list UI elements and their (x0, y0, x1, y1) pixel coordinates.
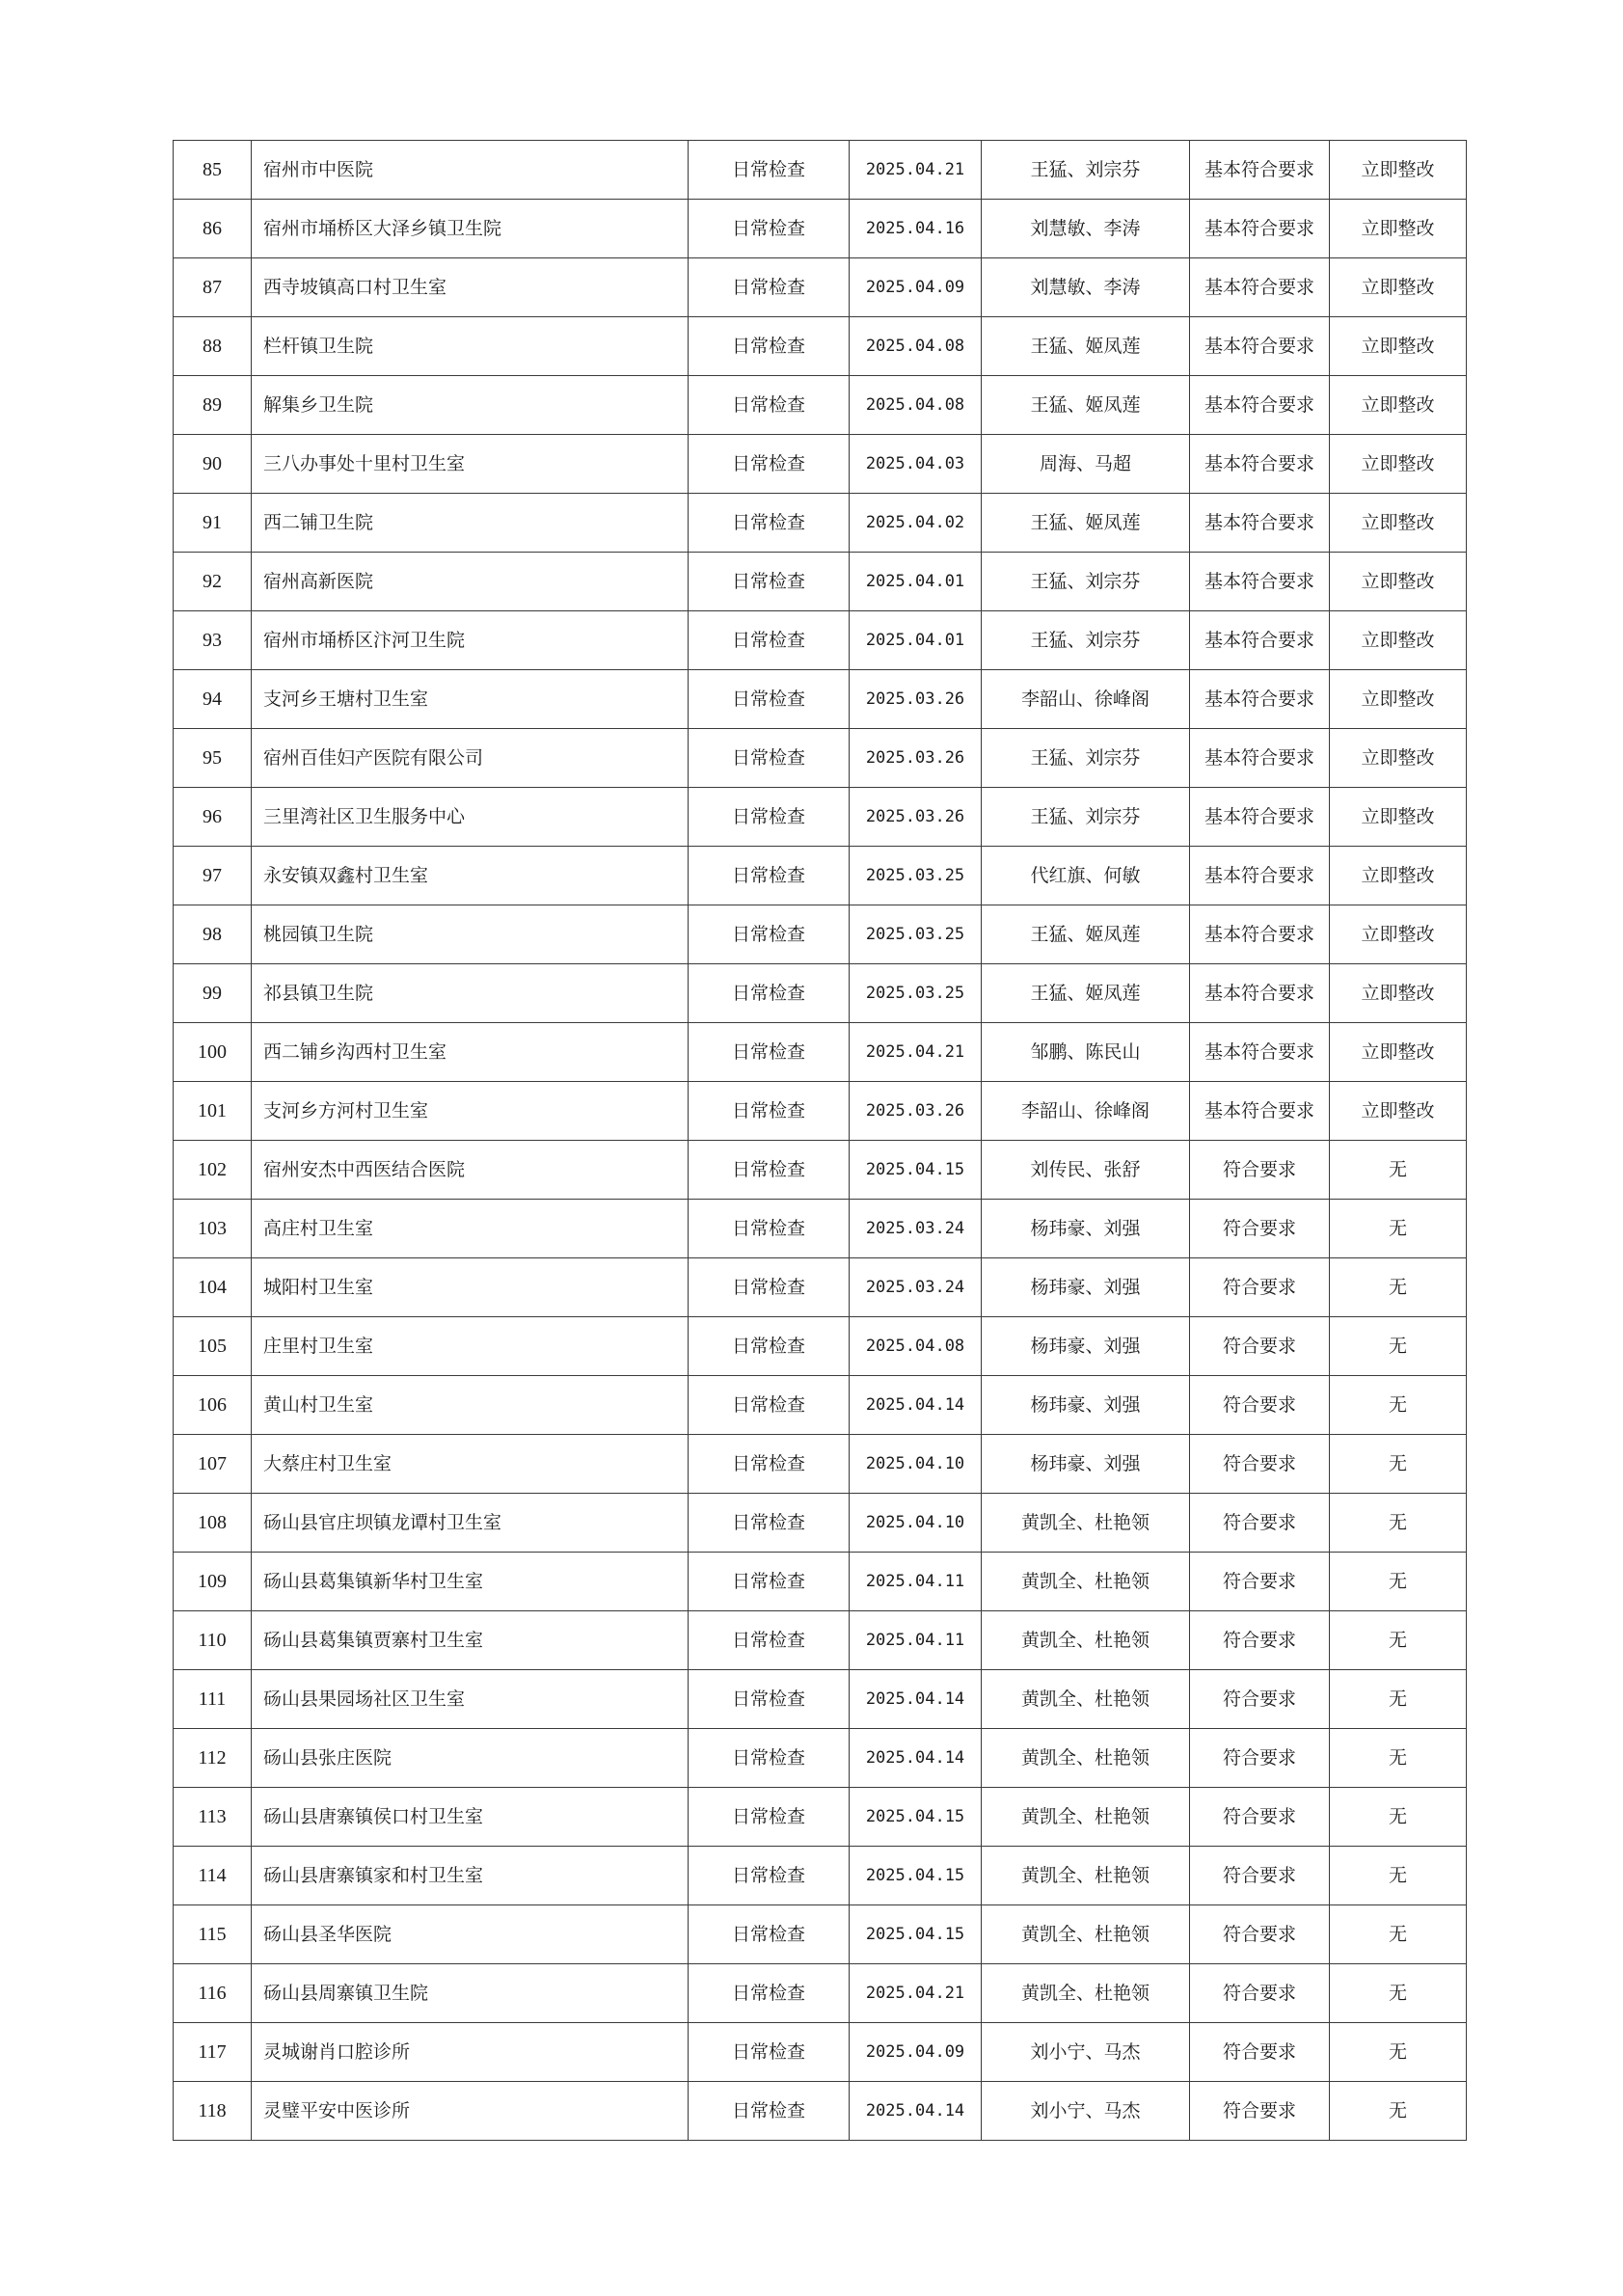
row-number-cell: 116 (174, 1964, 252, 2023)
inspection-result-cell: 符合要求 (1190, 1435, 1330, 1494)
inspection-result-cell: 基本符合要求 (1190, 1082, 1330, 1141)
inspection-type-cell: 日常检查 (689, 847, 850, 905)
handling-action-cell: 立即整改 (1330, 1023, 1467, 1082)
row-number-cell: 87 (174, 258, 252, 317)
inspection-date-cell: 2025.04.08 (850, 317, 982, 376)
row-number-cell: 117 (174, 2023, 252, 2082)
inspectors-cell: 王猛、刘宗芬 (982, 611, 1190, 670)
handling-action-cell: 立即整改 (1330, 1082, 1467, 1141)
handling-action-cell: 立即整改 (1330, 376, 1467, 435)
inspected-unit-cell: 砀山县葛集镇贾寨村卫生室 (252, 1611, 689, 1670)
inspection-type-cell: 日常检查 (689, 141, 850, 200)
row-number-cell: 111 (174, 1670, 252, 1729)
inspection-date-cell: 2025.04.14 (850, 1729, 982, 1788)
inspection-date-cell: 2025.04.15 (850, 1847, 982, 1905)
inspection-date-cell: 2025.04.03 (850, 435, 982, 494)
inspected-unit-cell: 砀山县唐寨镇侯口村卫生室 (252, 1788, 689, 1847)
inspected-unit-cell: 砀山县圣华医院 (252, 1905, 689, 1964)
handling-action-cell: 无 (1330, 1670, 1467, 1729)
row-number-cell: 91 (174, 494, 252, 553)
row-number-cell: 113 (174, 1788, 252, 1847)
inspection-type-cell: 日常检查 (689, 670, 850, 729)
inspection-type-cell: 日常检查 (689, 1376, 850, 1435)
inspection-result-cell: 基本符合要求 (1190, 788, 1330, 847)
inspection-result-cell: 基本符合要求 (1190, 670, 1330, 729)
row-number-cell: 98 (174, 905, 252, 964)
inspected-unit-cell: 庄里村卫生室 (252, 1317, 689, 1376)
inspection-type-cell: 日常检查 (689, 1435, 850, 1494)
inspection-type-cell: 日常检查 (689, 1494, 850, 1553)
inspectors-cell: 王猛、刘宗芬 (982, 788, 1190, 847)
handling-action-cell: 立即整改 (1330, 847, 1467, 905)
inspectors-cell: 黄凯全、杜艳领 (982, 1729, 1190, 1788)
table-row (174, 1788, 1467, 1847)
handling-action-cell: 无 (1330, 1905, 1467, 1964)
handling-action-cell: 无 (1330, 1788, 1467, 1847)
handling-action-cell: 立即整改 (1330, 435, 1467, 494)
inspection-date-cell: 2025.03.26 (850, 788, 982, 847)
handling-action-cell: 立即整改 (1330, 317, 1467, 376)
handling-action-cell: 无 (1330, 2023, 1467, 2082)
inspectors-cell: 王猛、姬凤莲 (982, 964, 1190, 1023)
table-row (174, 1082, 1467, 1141)
inspection-type-cell: 日常检查 (689, 1082, 850, 1141)
row-number-cell: 110 (174, 1611, 252, 1670)
handling-action-cell: 立即整改 (1330, 964, 1467, 1023)
row-number-cell: 112 (174, 1729, 252, 1788)
table-row (174, 1553, 1467, 1611)
handling-action-cell: 无 (1330, 1200, 1467, 1258)
handling-action-cell: 立即整改 (1330, 553, 1467, 611)
table-row (174, 1023, 1467, 1082)
table-row (174, 1964, 1467, 2023)
inspection-date-cell: 2025.04.09 (850, 2023, 982, 2082)
handling-action-cell: 无 (1330, 1553, 1467, 1611)
inspected-unit-cell: 高庄村卫生室 (252, 1200, 689, 1258)
inspection-result-cell: 符合要求 (1190, 1905, 1330, 1964)
inspected-unit-cell: 砀山县唐寨镇家和村卫生室 (252, 1847, 689, 1905)
inspectors-cell: 王猛、姬凤莲 (982, 494, 1190, 553)
table-row (174, 729, 1467, 788)
handling-action-cell: 无 (1330, 1964, 1467, 2023)
inspection-date-cell: 2025.04.01 (850, 611, 982, 670)
handling-action-cell: 无 (1330, 1611, 1467, 1670)
inspection-type-cell: 日常检查 (689, 1611, 850, 1670)
inspection-date-cell: 2025.04.11 (850, 1611, 982, 1670)
handling-action-cell: 无 (1330, 1847, 1467, 1905)
inspection-date-cell: 2025.04.08 (850, 376, 982, 435)
handling-action-cell: 无 (1330, 1729, 1467, 1788)
table-row (174, 1376, 1467, 1435)
inspected-unit-cell: 宿州百佳妇产医院有限公司 (252, 729, 689, 788)
table-row (174, 1611, 1467, 1670)
inspectors-cell: 刘小宁、马杰 (982, 2023, 1190, 2082)
inspection-type-cell: 日常检查 (689, 1847, 850, 1905)
inspected-unit-cell: 宿州高新医院 (252, 553, 689, 611)
row-number-cell: 118 (174, 2082, 252, 2141)
table-row (174, 1141, 1467, 1200)
inspection-result-cell: 符合要求 (1190, 2082, 1330, 2141)
inspected-unit-cell: 祁县镇卫生院 (252, 964, 689, 1023)
inspection-date-cell: 2025.04.15 (850, 1905, 982, 1964)
table-row (174, 670, 1467, 729)
inspection-date-cell: 2025.04.02 (850, 494, 982, 553)
inspected-unit-cell: 西二铺乡沟西村卫生室 (252, 1023, 689, 1082)
row-number-cell: 114 (174, 1847, 252, 1905)
inspectors-cell: 王猛、刘宗芬 (982, 729, 1190, 788)
inspection-type-cell: 日常检查 (689, 1670, 850, 1729)
inspection-result-cell: 基本符合要求 (1190, 1023, 1330, 1082)
inspection-result-cell: 基本符合要求 (1190, 141, 1330, 200)
inspected-unit-cell: 大蔡庄村卫生室 (252, 1435, 689, 1494)
inspectors-cell: 王猛、刘宗芬 (982, 553, 1190, 611)
inspectors-cell: 杨玮豪、刘强 (982, 1317, 1190, 1376)
inspection-date-cell: 2025.03.25 (850, 847, 982, 905)
table-row (174, 905, 1467, 964)
row-number-cell: 107 (174, 1435, 252, 1494)
row-number-cell: 115 (174, 1905, 252, 1964)
inspection-type-cell: 日常检查 (689, 2082, 850, 2141)
inspection-date-cell: 2025.04.14 (850, 1670, 982, 1729)
inspection-date-cell: 2025.03.24 (850, 1200, 982, 1258)
inspected-unit-cell: 三八办事处十里村卫生室 (252, 435, 689, 494)
handling-action-cell: 立即整改 (1330, 258, 1467, 317)
table-row (174, 200, 1467, 258)
inspection-date-cell: 2025.03.26 (850, 1082, 982, 1141)
inspection-result-cell: 基本符合要求 (1190, 729, 1330, 788)
row-number-cell: 90 (174, 435, 252, 494)
inspection-type-cell: 日常检查 (689, 1200, 850, 1258)
inspection-result-cell: 基本符合要求 (1190, 553, 1330, 611)
inspectors-cell: 黄凯全、杜艳领 (982, 1670, 1190, 1729)
handling-action-cell: 立即整改 (1330, 788, 1467, 847)
inspection-type-cell: 日常检查 (689, 1553, 850, 1611)
inspected-unit-cell: 宿州市埇桥区大泽乡镇卫生院 (252, 200, 689, 258)
inspection-date-cell: 2025.03.26 (850, 729, 982, 788)
table-row (174, 494, 1467, 553)
inspectors-cell: 杨玮豪、刘强 (982, 1376, 1190, 1435)
inspection-result-cell: 符合要求 (1190, 1847, 1330, 1905)
row-number-cell: 104 (174, 1258, 252, 1317)
handling-action-cell: 无 (1330, 1317, 1467, 1376)
inspection-result-cell: 符合要求 (1190, 1200, 1330, 1258)
inspectors-cell: 黄凯全、杜艳领 (982, 1964, 1190, 2023)
row-number-cell: 92 (174, 553, 252, 611)
inspected-unit-cell: 宿州安杰中西医结合医院 (252, 1141, 689, 1200)
handling-action-cell: 无 (1330, 1141, 1467, 1200)
inspectors-cell: 王猛、刘宗芬 (982, 141, 1190, 200)
inspectors-cell: 王猛、姬凤莲 (982, 905, 1190, 964)
table-row (174, 376, 1467, 435)
inspection-result-cell: 符合要求 (1190, 1553, 1330, 1611)
inspection-date-cell: 2025.04.10 (850, 1435, 982, 1494)
inspection-result-cell: 符合要求 (1190, 1611, 1330, 1670)
row-number-cell: 101 (174, 1082, 252, 1141)
inspectors-cell: 黄凯全、杜艳领 (982, 1494, 1190, 1553)
inspectors-cell: 周海、马超 (982, 435, 1190, 494)
inspectors-cell: 黄凯全、杜艳领 (982, 1905, 1190, 1964)
row-number-cell: 108 (174, 1494, 252, 1553)
inspection-type-cell: 日常检查 (689, 1258, 850, 1317)
inspection-result-cell: 基本符合要求 (1190, 905, 1330, 964)
inspection-type-cell: 日常检查 (689, 1141, 850, 1200)
inspectors-cell: 刘传民、张舒 (982, 1141, 1190, 1200)
inspected-unit-cell: 城阳村卫生室 (252, 1258, 689, 1317)
inspected-unit-cell: 灵璧平安中医诊所 (252, 2082, 689, 2141)
inspection-result-cell: 符合要求 (1190, 1494, 1330, 1553)
table-row (174, 2023, 1467, 2082)
table-body (174, 141, 1467, 2141)
inspection-type-cell: 日常检查 (689, 1729, 850, 1788)
inspected-unit-cell: 砀山县果园场社区卫生室 (252, 1670, 689, 1729)
inspected-unit-cell: 支河乡方河村卫生室 (252, 1082, 689, 1141)
table-row (174, 847, 1467, 905)
inspected-unit-cell: 西寺坡镇高口村卫生室 (252, 258, 689, 317)
inspectors-cell: 杨玮豪、刘强 (982, 1258, 1190, 1317)
inspected-unit-cell: 栏杆镇卫生院 (252, 317, 689, 376)
inspection-result-cell: 符合要求 (1190, 1788, 1330, 1847)
inspection-type-cell: 日常检查 (689, 200, 850, 258)
row-number-cell: 97 (174, 847, 252, 905)
inspectors-cell: 杨玮豪、刘强 (982, 1435, 1190, 1494)
inspection-result-cell: 基本符合要求 (1190, 200, 1330, 258)
inspection-result-cell: 基本符合要求 (1190, 847, 1330, 905)
inspection-date-cell: 2025.04.15 (850, 1788, 982, 1847)
table-row (174, 788, 1467, 847)
inspection-type-cell: 日常检查 (689, 611, 850, 670)
inspectors-cell: 黄凯全、杜艳领 (982, 1611, 1190, 1670)
table-row (174, 1847, 1467, 1905)
inspection-date-cell: 2025.03.25 (850, 964, 982, 1023)
row-number-cell: 96 (174, 788, 252, 847)
inspection-result-cell: 基本符合要求 (1190, 258, 1330, 317)
inspected-unit-cell: 解集乡卫生院 (252, 376, 689, 435)
row-number-cell: 89 (174, 376, 252, 435)
inspectors-cell: 李韶山、徐峰阁 (982, 1082, 1190, 1141)
inspection-type-cell: 日常检查 (689, 494, 850, 553)
table-row (174, 611, 1467, 670)
inspection-type-cell: 日常检查 (689, 376, 850, 435)
inspection-date-cell: 2025.04.15 (850, 1141, 982, 1200)
inspection-type-cell: 日常检查 (689, 1905, 850, 1964)
inspected-unit-cell: 三里湾社区卫生服务中心 (252, 788, 689, 847)
inspection-type-cell: 日常检查 (689, 964, 850, 1023)
inspection-result-cell: 基本符合要求 (1190, 494, 1330, 553)
inspection-date-cell: 2025.03.26 (850, 670, 982, 729)
inspection-type-cell: 日常检查 (689, 1788, 850, 1847)
handling-action-cell: 立即整改 (1330, 729, 1467, 788)
inspection-result-cell: 符合要求 (1190, 1258, 1330, 1317)
inspected-unit-cell: 宿州市中医院 (252, 141, 689, 200)
inspection-type-cell: 日常检查 (689, 553, 850, 611)
row-number-cell: 88 (174, 317, 252, 376)
inspected-unit-cell: 支河乡王塘村卫生室 (252, 670, 689, 729)
inspectors-cell: 代红旗、何敏 (982, 847, 1190, 905)
handling-action-cell: 立即整改 (1330, 611, 1467, 670)
inspectors-cell: 杨玮豪、刘强 (982, 1200, 1190, 1258)
inspection-date-cell: 2025.03.25 (850, 905, 982, 964)
handling-action-cell: 无 (1330, 2082, 1467, 2141)
row-number-cell: 103 (174, 1200, 252, 1258)
inspectors-cell: 邹鹏、陈民山 (982, 1023, 1190, 1082)
handling-action-cell: 立即整改 (1330, 905, 1467, 964)
table-row (174, 964, 1467, 1023)
inspected-unit-cell: 宿州市埇桥区汴河卫生院 (252, 611, 689, 670)
row-number-cell: 105 (174, 1317, 252, 1376)
inspection-date-cell: 2025.04.21 (850, 141, 982, 200)
inspected-unit-cell: 西二铺卫生院 (252, 494, 689, 553)
inspectors-cell: 黄凯全、杜艳领 (982, 1788, 1190, 1847)
inspection-date-cell: 2025.03.24 (850, 1258, 982, 1317)
handling-action-cell: 立即整改 (1330, 200, 1467, 258)
inspection-type-cell: 日常检查 (689, 435, 850, 494)
handling-action-cell: 立即整改 (1330, 494, 1467, 553)
inspectors-cell: 黄凯全、杜艳领 (982, 1553, 1190, 1611)
inspected-unit-cell: 砀山县官庄坝镇龙谭村卫生室 (252, 1494, 689, 1553)
inspection-type-cell: 日常检查 (689, 729, 850, 788)
row-number-cell: 85 (174, 141, 252, 200)
row-number-cell: 100 (174, 1023, 252, 1082)
handling-action-cell: 无 (1330, 1258, 1467, 1317)
inspection-type-cell: 日常检查 (689, 2023, 850, 2082)
inspectors-cell: 李韶山、徐峰阁 (982, 670, 1190, 729)
inspection-date-cell: 2025.04.14 (850, 2082, 982, 2141)
table-row (174, 317, 1467, 376)
inspection-type-cell: 日常检查 (689, 1023, 850, 1082)
inspectors-cell: 刘小宁、马杰 (982, 2082, 1190, 2141)
inspection-result-cell: 基本符合要求 (1190, 611, 1330, 670)
inspectors-cell: 王猛、姬凤莲 (982, 376, 1190, 435)
table-row (174, 141, 1467, 200)
inspection-result-cell: 符合要求 (1190, 1317, 1330, 1376)
table-row (174, 1729, 1467, 1788)
table-row (174, 1670, 1467, 1729)
inspection-date-cell: 2025.04.08 (850, 1317, 982, 1376)
inspection-type-cell: 日常检查 (689, 788, 850, 847)
table-row (174, 1494, 1467, 1553)
inspection-date-cell: 2025.04.01 (850, 553, 982, 611)
inspection-result-cell: 符合要求 (1190, 1141, 1330, 1200)
table-row (174, 1317, 1467, 1376)
inspected-unit-cell: 桃园镇卫生院 (252, 905, 689, 964)
inspection-type-cell: 日常检查 (689, 1964, 850, 2023)
handling-action-cell: 无 (1330, 1494, 1467, 1553)
handling-action-cell: 立即整改 (1330, 670, 1467, 729)
inspected-unit-cell: 砀山县张庄医院 (252, 1729, 689, 1788)
handling-action-cell: 无 (1330, 1376, 1467, 1435)
inspection-type-cell: 日常检查 (689, 258, 850, 317)
inspection-type-cell: 日常检查 (689, 1317, 850, 1376)
inspection-date-cell: 2025.04.16 (850, 200, 982, 258)
table-row (174, 435, 1467, 494)
table-row (174, 1258, 1467, 1317)
inspected-unit-cell: 砀山县周寨镇卫生院 (252, 1964, 689, 2023)
inspection-type-cell: 日常检查 (689, 905, 850, 964)
row-number-cell: 95 (174, 729, 252, 788)
inspectors-cell: 刘慧敏、李涛 (982, 258, 1190, 317)
inspectors-cell: 刘慧敏、李涛 (982, 200, 1190, 258)
inspected-unit-cell: 灵城谢肖口腔诊所 (252, 2023, 689, 2082)
handling-action-cell: 立即整改 (1330, 141, 1467, 200)
row-number-cell: 99 (174, 964, 252, 1023)
inspection-date-cell: 2025.04.14 (850, 1376, 982, 1435)
row-number-cell: 94 (174, 670, 252, 729)
inspected-unit-cell: 永安镇双鑫村卫生室 (252, 847, 689, 905)
table-row (174, 1200, 1467, 1258)
inspection-result-cell: 符合要求 (1190, 1376, 1330, 1435)
row-number-cell: 93 (174, 611, 252, 670)
inspection-result-cell: 符合要求 (1190, 1670, 1330, 1729)
row-number-cell: 106 (174, 1376, 252, 1435)
inspected-unit-cell: 黄山村卫生室 (252, 1376, 689, 1435)
inspection-records-table (173, 140, 1467, 2141)
table-row (174, 1905, 1467, 1964)
inspection-date-cell: 2025.04.21 (850, 1964, 982, 2023)
table-row (174, 258, 1467, 317)
inspected-unit-cell: 砀山县葛集镇新华村卫生室 (252, 1553, 689, 1611)
inspection-result-cell: 符合要求 (1190, 1964, 1330, 2023)
inspection-result-cell: 基本符合要求 (1190, 435, 1330, 494)
inspection-result-cell: 基本符合要求 (1190, 376, 1330, 435)
inspection-date-cell: 2025.04.11 (850, 1553, 982, 1611)
table-row (174, 1435, 1467, 1494)
inspection-result-cell: 符合要求 (1190, 2023, 1330, 2082)
table-row (174, 553, 1467, 611)
inspection-date-cell: 2025.04.09 (850, 258, 982, 317)
inspectors-cell: 王猛、姬凤莲 (982, 317, 1190, 376)
row-number-cell: 102 (174, 1141, 252, 1200)
inspectors-cell: 黄凯全、杜艳领 (982, 1847, 1190, 1905)
inspection-date-cell: 2025.04.21 (850, 1023, 982, 1082)
row-number-cell: 86 (174, 200, 252, 258)
inspection-type-cell: 日常检查 (689, 317, 850, 376)
inspection-date-cell: 2025.04.10 (850, 1494, 982, 1553)
table-row (174, 2082, 1467, 2141)
inspection-result-cell: 基本符合要求 (1190, 317, 1330, 376)
inspection-result-cell: 符合要求 (1190, 1729, 1330, 1788)
inspection-result-cell: 基本符合要求 (1190, 964, 1330, 1023)
row-number-cell: 109 (174, 1553, 252, 1611)
handling-action-cell: 无 (1330, 1435, 1467, 1494)
